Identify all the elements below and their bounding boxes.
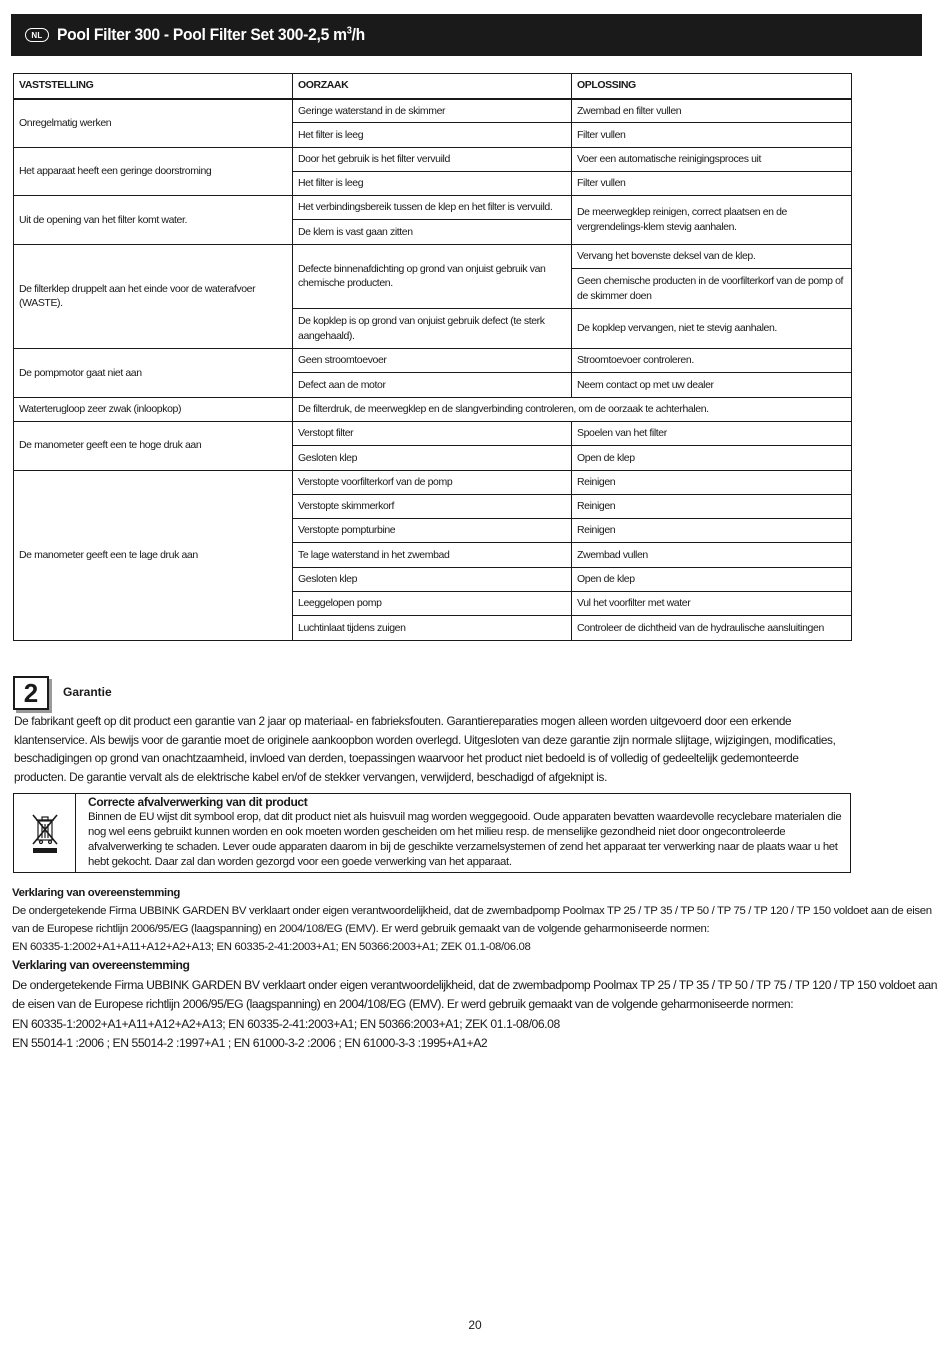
cause-cell: Luchtinlaat tijdens zuigen bbox=[293, 616, 572, 640]
cause-cell: De kopklep is op grond van onjuist gebruik defect (te sterk aangehaald). bbox=[293, 309, 572, 349]
table-row bbox=[14, 421, 852, 445]
solution-cell: Spoelen van het filter bbox=[572, 421, 852, 445]
symptom-cell: Waterterugloop zeer zwak (inloopkop) bbox=[14, 397, 293, 421]
symptom-cell: De manometer geeft een te lage druk aan bbox=[14, 470, 293, 640]
symptom-cell: De manometer geeft een te hoge druk aan bbox=[14, 421, 293, 470]
section-title: Garantie bbox=[63, 685, 112, 699]
solution-cell: Open de klep bbox=[572, 567, 852, 591]
table-row bbox=[14, 244, 852, 268]
waste-disposal-title: Correcte afvalverwerking van dit product bbox=[88, 795, 308, 809]
table-row bbox=[14, 147, 852, 171]
section-number-badge: 2 bbox=[13, 676, 49, 710]
page-title: Pool Filter 300 - Pool Filter Set 300-2,5 $m^3/h$ bbox=[57, 25, 365, 44]
table-row bbox=[14, 196, 852, 220]
cause-cell: Het verbindingsbereik tussen de klep en het filter is vervuild. bbox=[293, 196, 572, 220]
cause-cell: Leeggelopen pomp bbox=[293, 592, 572, 616]
declaration-norms: EN 60335-1:2002+A1+A11+A12+A2+A13; EN 60335-2-41:2003+A1; EN 50366:2003+A1; ZEK 01.1-08/06.08 bbox=[12, 1016, 560, 1031]
cause-cell: De klem is vast gaan zitten bbox=[293, 220, 572, 244]
solution-cell: Reinigen bbox=[572, 494, 852, 518]
header-bar bbox=[11, 14, 922, 56]
symptom-cell: Uit de opening van het filter komt water. bbox=[14, 196, 293, 245]
solution-cell: Reinigen bbox=[572, 519, 852, 543]
cause-cell: Te lage waterstand in het zwembad bbox=[293, 543, 572, 567]
solution-cell: Voer een automatische reinigingsproces uit bbox=[572, 147, 852, 171]
solution-cell: Controleer de dichtheid van de hydraulische aansluitingen bbox=[572, 616, 852, 640]
waste-disposal-box bbox=[13, 793, 851, 873]
cause-cell: Gesloten klep bbox=[293, 446, 572, 470]
declaration-text: De ondergetekende Firma UBBINK GARDEN BV verklaart onder eigen verantwoordelijkheid, dat de zwembadpomp Poolmax TP 25 / TP 35 / TP 50 / TP 75 / TP 120 / TP 150 voldoet aan de eisen van de Europese richtlijn 2006/95/EG (laagspanning) en 2004/108/EG (EMV). Er werd gebruik gemaakt van de volgende geharmoniseerde normen: bbox=[12, 905, 932, 935]
column-header: OPLOSSING bbox=[572, 74, 852, 99]
solution-cell: Vervang het bovenste deksel van de klep. bbox=[572, 244, 852, 268]
symptom-cell: De pompmotor gaat niet aan bbox=[14, 349, 293, 398]
declaration-title: Verklaring van overeenstemming bbox=[12, 958, 190, 972]
declaration-norms: EN 55014-1 :2006 ; EN 55014-2 :1997+A1 ; EN 61000-3-2 :2006 ; EN 61000-3-3 :1995+A1+A2 bbox=[12, 1036, 488, 1050]
page-number: 20 bbox=[468, 1318, 482, 1332]
cause-cell: Geen stroomtoevoer bbox=[293, 349, 572, 373]
cause-cell: Het filter is leeg bbox=[293, 123, 572, 147]
solution-cell: Reinigen bbox=[572, 470, 852, 494]
cause-cell: Het filter is leeg bbox=[293, 171, 572, 195]
solution-cell: Stroomtoevoer controleren. bbox=[572, 349, 852, 373]
table-row bbox=[14, 99, 852, 123]
solution-cell: Geen chemische producten in de voorfilterkorf van de pomp of de skimmer doen bbox=[572, 269, 852, 309]
cause-cell: Defect aan de motor bbox=[293, 373, 572, 397]
troubleshooting-table bbox=[13, 73, 852, 641]
cause-cell: Verstopte skimmerkorf bbox=[293, 494, 572, 518]
solution-cell: Zwembad en filter vullen bbox=[572, 99, 852, 123]
cause-cell: Verstopt filter bbox=[293, 421, 572, 445]
declaration-norms: EN 60335-1:2002+A1+A11+A12+A2+A13; EN 60335-2-41:2003+A1; EN 50366:2003+A1; ZEK 01.1-08/06.08 bbox=[12, 941, 531, 953]
table-header-row bbox=[14, 74, 852, 99]
cause-cell: Verstopte pompturbine bbox=[293, 519, 572, 543]
table-row bbox=[14, 470, 852, 494]
warranty-text: De fabrikant geeft op dit product een garantie van 2 jaar op materiaal- en fabrieksfouten. Garantiereparaties mogen alleen worden uitgevoerd door een erkende klantenservice. Als bewijs voor de garantie moet de originele aankoopbon worden overlegd. Uitgesloten van deze garantie zijn normale slijtage, wijzigingen, modificaties, beschadigingen op grond van onachtzaamheid, invloed van derden, toepassingen waarvoor het product niet bedoeld is of volledig of gedeeltelijk gedemonteerde producten. De garantie vervalt als de elektrische kabel en/of de stekker vervangen, verwijderd, beschadigd of afgeknipt is. bbox=[14, 714, 836, 784]
table-row bbox=[14, 397, 852, 421]
symptom-cell: Onregelmatig werken bbox=[14, 99, 293, 148]
solution-cell: Vul het voorfilter met water bbox=[572, 592, 852, 616]
cause-cell: Door het gebruik is het filter vervuild bbox=[293, 147, 572, 171]
declaration-title: Verklaring van overeenstemming bbox=[12, 887, 181, 899]
solution-cell: De kopklep vervangen, niet te stevig aanhalen. bbox=[572, 309, 852, 349]
declaration-text: De ondergetekende Firma UBBINK GARDEN BV verklaart onder eigen verantwoordelijkheid, dat de zwembadpomp Poolmax TP 25 / TP 35 / TP 50 / TP 75 / TP 120 / TP 150 voldoet aan de eisen van de Europese richtlijn 2006/95/EG (laagspanning) en 2004/108/EG (EMV). Er werd gebruik gemaakt van de volgende geharmoniseerde normen: bbox=[12, 977, 938, 1011]
table-row bbox=[14, 349, 852, 373]
solution-cell: Zwembad vullen bbox=[572, 543, 852, 567]
declaration-conformity-small bbox=[12, 884, 942, 956]
cause-cell: Defecte binnenafdichting op grond van onjuist gebruik van chemische producten. bbox=[293, 244, 572, 308]
waste-disposal-text: Binnen de EU wijst dit symbool erop, dat dit product niet als huisvuil mag worden weggegooid. Oude apparaten bevatten waardevolle recyclebare materialen die nog wel eens gebruikt kunnen worden en ook moeten worden gescheiden om het milieu resp. de menselijke gezondheid niet door ongecontroleerde afvalverwerking te schaden. Lever oude apparaten daarom in bij de geschikte verzamelsystemen of zend het apparaat ter verwerking naar de plaats waar u het hebt gekocht. Daar zal dan worden gezorgd voor een goede verwerking van het apparaat. bbox=[88, 811, 842, 868]
solution-cell: Filter vullen bbox=[572, 123, 852, 147]
cause-cell: Verstopte voorfilterkorf van de pomp bbox=[293, 470, 572, 494]
solution-cell: Open de klep bbox=[572, 446, 852, 470]
declaration-conformity-large bbox=[12, 956, 942, 1054]
column-header: OORZAAK bbox=[293, 74, 572, 99]
column-header: VASTSTELLING bbox=[14, 74, 293, 99]
cause-cell: Geringe waterstand in de skimmer bbox=[293, 99, 572, 123]
merged-cell: De filterdruk, de meerwegklep en de slangverbinding controleren, om de oorzaak te achterhalen. bbox=[293, 397, 852, 421]
crossed-bin-icon bbox=[30, 812, 60, 854]
solution-cell: Neem contact op met uw dealer bbox=[572, 373, 852, 397]
solution-cell: Filter vullen bbox=[572, 171, 852, 195]
symptom-cell: De filterklep druppelt aan het einde voor de waterafvoer (WASTE). bbox=[14, 244, 293, 348]
symptom-cell: Het apparaat heeft een geringe doorstroming bbox=[14, 147, 293, 196]
cause-cell: Gesloten klep bbox=[293, 567, 572, 591]
solution-cell: De meerwegklep reinigen, correct plaatsen en de vergrendelings-klem stevig aanhalen. bbox=[572, 196, 852, 245]
language-badge: NL bbox=[25, 28, 49, 42]
